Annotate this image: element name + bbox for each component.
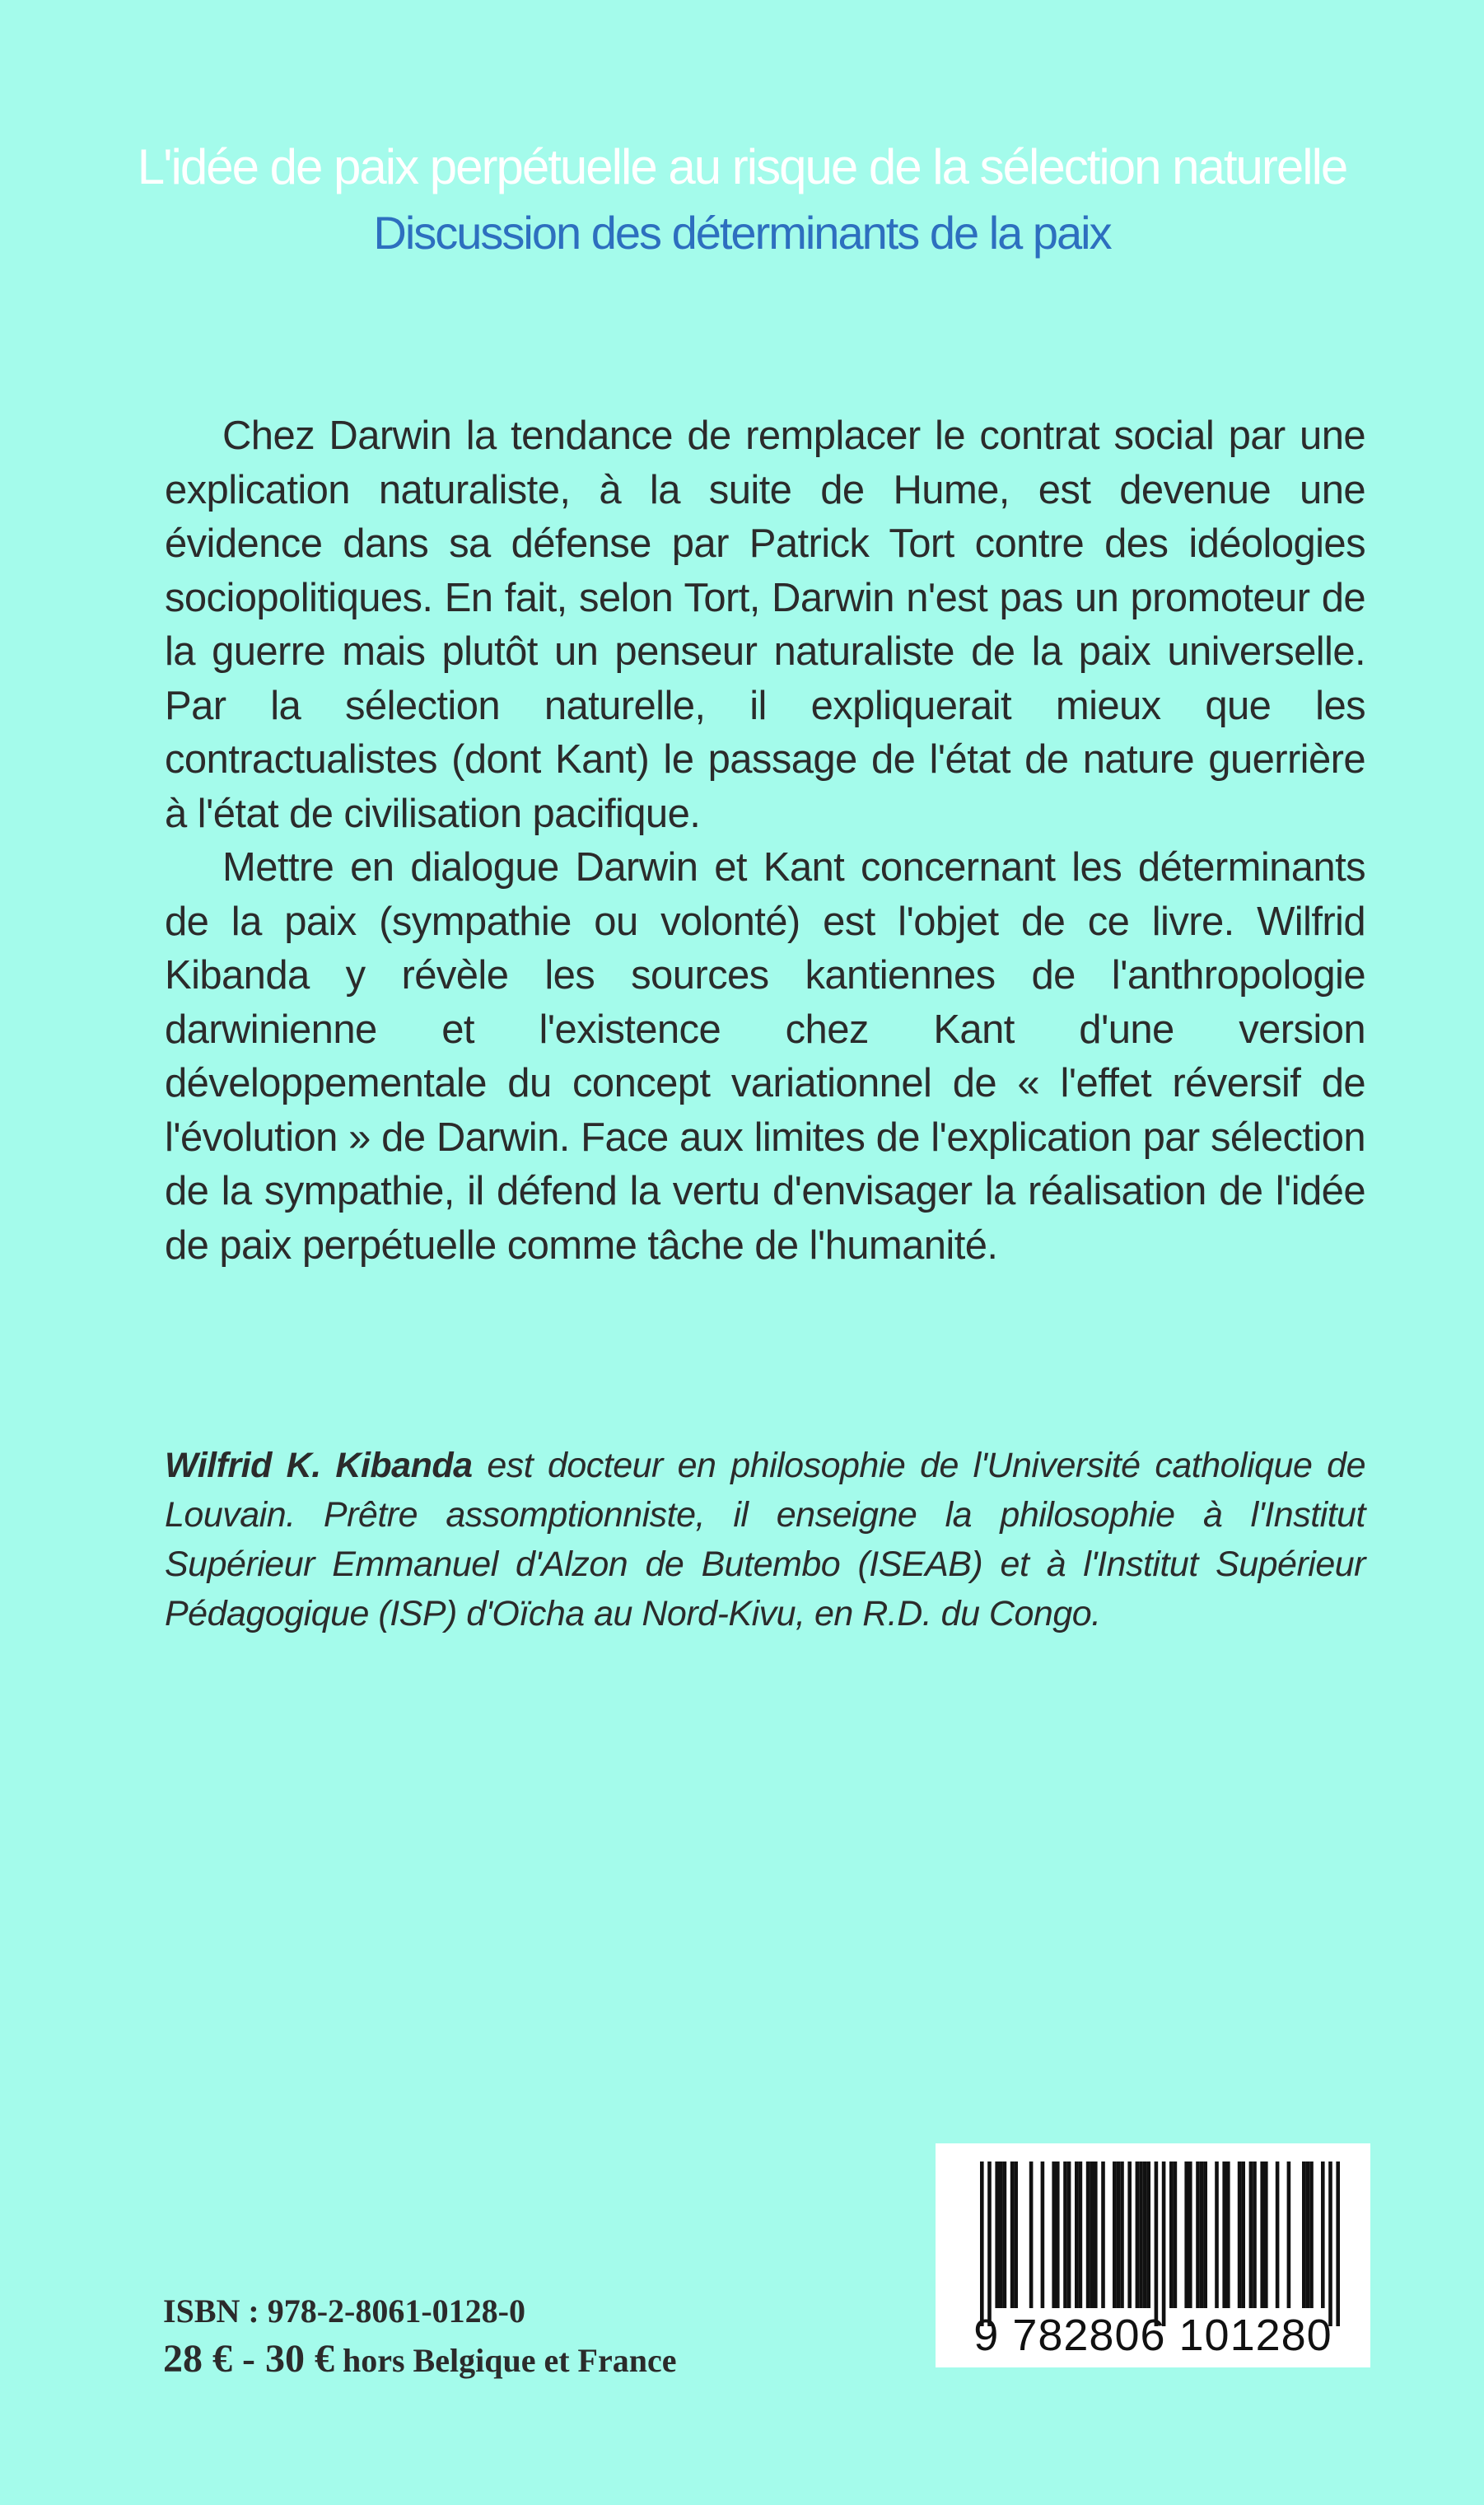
book-title: L'idée de paix perpétuelle au risque de la sélection naturelle: [137, 139, 1347, 194]
barcode-bar: [1336, 2161, 1340, 2326]
barcode-bar: [1309, 2161, 1314, 2308]
barcode-bar: [1094, 2161, 1098, 2308]
author-name: Wilfrid K. Kibanda: [165, 1446, 473, 1485]
price: [163, 2336, 676, 2381]
barcode-bar: [1127, 2161, 1132, 2308]
barcode-bar: [1215, 2161, 1219, 2308]
barcode-bar: [995, 2161, 999, 2308]
barcode-bar: [1162, 2161, 1166, 2326]
book-subtitle: Discussion des déterminants de la paix: [373, 207, 1111, 259]
barcode-bar: [1249, 2161, 1253, 2308]
barcode-bar: [1067, 2161, 1071, 2308]
barcode-bar: [1120, 2161, 1124, 2308]
barcode-bar: [1029, 2161, 1034, 2308]
barcode-bar: [1169, 2161, 1174, 2308]
barcode-bar: [1260, 2161, 1264, 2308]
barcode-bar: [1184, 2161, 1188, 2308]
barcode-bar: [1056, 2161, 1060, 2308]
blurb-paragraph-2: Mettre en dialogue Darwin et Kant concernant les déterminants de la paix (sympathie ou volonté) est l'objet de ce livre. Wilfrid Kibanda y révèle les sources kantiennes de l'anthropologie darwinienne et l'existence chez Kant d'une version développementale du concept variationnel de « l'effet réversif de l'évolution » de Darwin. Face aux limites de l'explication par sélection de la sympathie, il défend la vertu d'envisager la réalisation de l'idée de paix perpétuelle comme tâche de l'humanité.: [165, 845, 1365, 1268]
barcode-bar: [1188, 2161, 1192, 2308]
barcode-bar: [1101, 2161, 1105, 2308]
barcode-bar: [1253, 2161, 1257, 2308]
barcode-bar: [1276, 2161, 1280, 2308]
barcode-bar: [1321, 2161, 1325, 2308]
barcode-bar: [987, 2161, 992, 2326]
barcode-bar: [1222, 2161, 1226, 2308]
author-bio-text: est docteur en philosophie de l'Université catholique de Louvain. Prêtre assomptionniste, il enseigne la philosophie à l'Institut Supérieur Emmanuel d'Alzon de Butembo (ISEAB) et à l'Institut Supérieur Pédagogique (ISP) d'Oïcha au Nord-Kivu, en R.D. du Congo.: [165, 1446, 1366, 1633]
barcode-bar: [1264, 2161, 1268, 2308]
barcode-bar: [1328, 2161, 1332, 2326]
barcode-bar: [1014, 2161, 1018, 2308]
back-cover-blurb: [165, 409, 1365, 1273]
blurb-paragraph-1: Chez Darwin la tendance de remplacer le contrat social par une explication naturaliste, à la suite de Hume, est devenue une évidence dans sa défense par Patrick Tort contre des idéologies sociopolitiques. En fait, selon Tort, Darwin n'est pas un promoteur de la guerre mais plutôt un penseur naturaliste de la paix universelle. Par la sélection naturelle, il expliquerait mieux que les contractualistes (dont Kant) le passage de l'état de nature guerrière à l'état de civilisation pacifique.: [165, 414, 1365, 836]
barcode-bar: [1238, 2161, 1242, 2308]
barcode-bar: [1155, 2161, 1159, 2326]
barcode-bar: [1113, 2161, 1117, 2308]
barcode-bar: [980, 2161, 984, 2326]
author-bio: [165, 1441, 1365, 1638]
barcode-bar: [1136, 2161, 1140, 2308]
isbn: ISBN : 978-2-8061-0128-0: [163, 2292, 525, 2330]
barcode-bar: [1196, 2161, 1200, 2308]
barcode-bar: [1139, 2161, 1143, 2308]
barcode-bar: [999, 2161, 1003, 2308]
barcode-bar: [1174, 2161, 1178, 2308]
price-value: 28 € - 30 €: [163, 2337, 334, 2381]
barcode-bar: [1041, 2161, 1045, 2308]
barcode-bar: [1306, 2161, 1310, 2308]
barcode-bar: [1226, 2161, 1230, 2308]
barcode-bar: [1143, 2161, 1147, 2308]
barcode-bar: [1200, 2161, 1204, 2308]
barcode-bar: [1090, 2161, 1094, 2308]
barcode-bar: [1063, 2161, 1067, 2308]
barcode-bar: [1241, 2161, 1245, 2308]
barcode-bar: [1086, 2161, 1090, 2308]
barcode-digits: 9 782806 101280: [973, 2311, 1332, 2360]
barcode: [936, 2143, 1370, 2367]
barcode-bar: [1010, 2161, 1015, 2308]
barcode-bar: [1003, 2161, 1007, 2308]
barcode-bar: [1302, 2161, 1306, 2308]
barcode-bar: [1203, 2161, 1207, 2308]
barcode-bar: [1075, 2161, 1079, 2308]
barcode-bar: [1146, 2161, 1150, 2308]
barcode-bar: [1287, 2161, 1291, 2308]
price-note: hors Belgique et France: [334, 2342, 677, 2379]
barcode-bar: [1117, 2161, 1121, 2308]
barcode-bar: [1052, 2161, 1056, 2308]
barcode-bar: [1079, 2161, 1083, 2308]
